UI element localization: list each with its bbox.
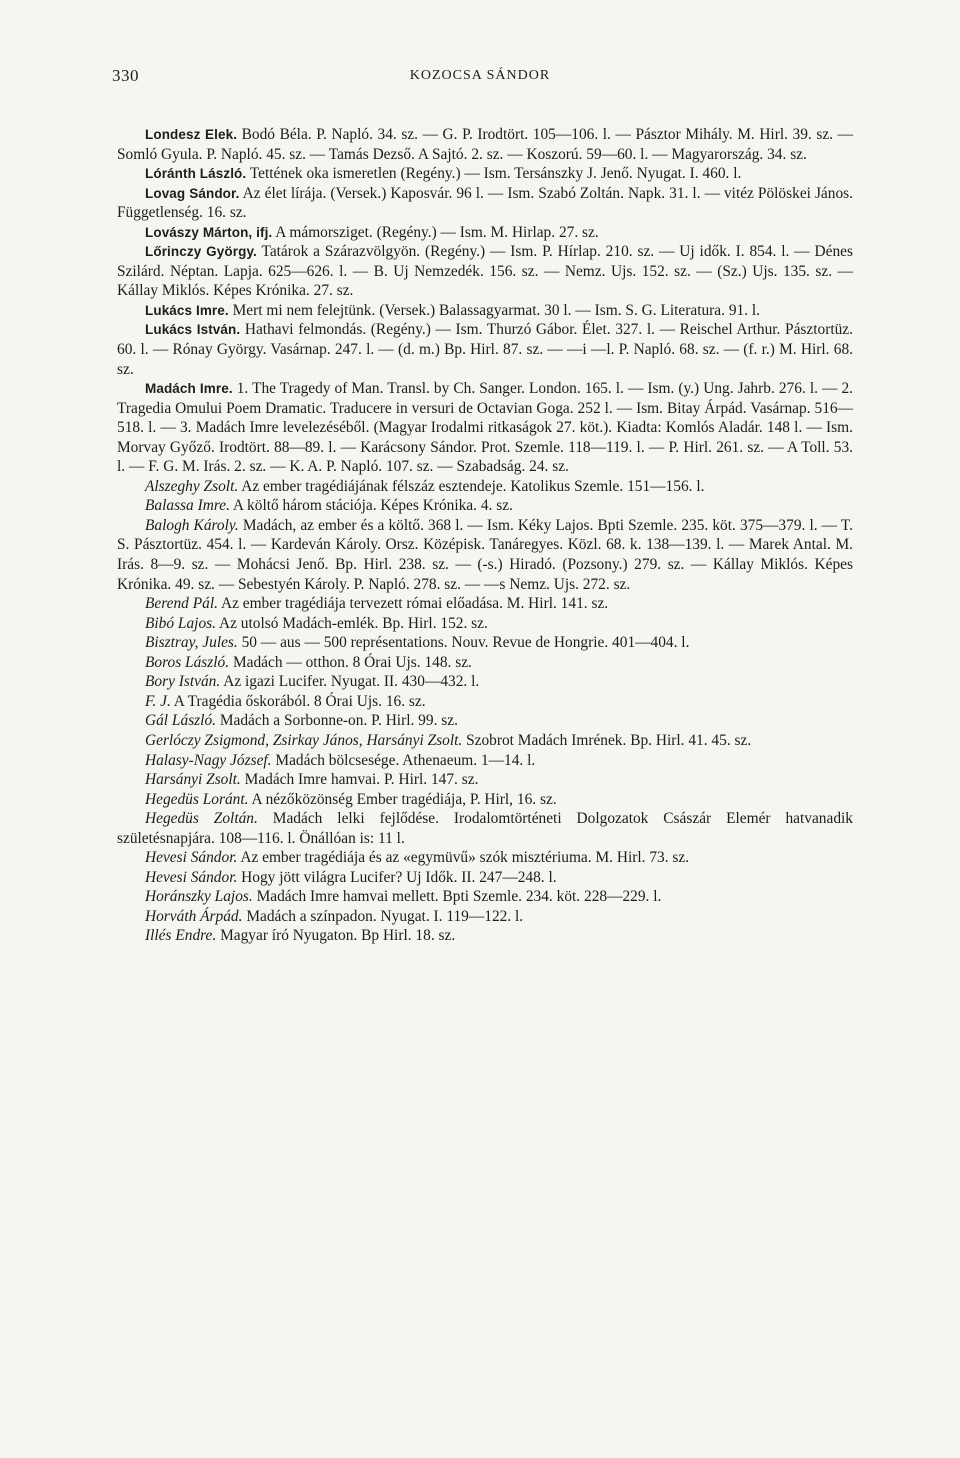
entry-author: Madách Imre. xyxy=(145,381,233,397)
bibliography-entry xyxy=(117,770,853,790)
bibliography-entry xyxy=(117,614,853,634)
entry-author: Bory István. xyxy=(145,673,221,691)
bibliography-entry xyxy=(117,477,853,497)
bibliography-entry xyxy=(117,926,853,946)
running-title: KOZOCSA SÁNDOR xyxy=(409,68,551,83)
entry-text: Szobrot Madách Imrének. Bp. Hirl. 41. 45. sz. xyxy=(462,731,752,749)
entry-text: 1. The Tragedy of Man. Transl. by Ch. Sanger. London. 165. l. — Ism. (y.) Ung. Jahrb. 276. l. — 2. Tragedia Omului Poem Dramatic. Traducere in versuri de Octavian Goga. 252 l. — Ism. Bitay Árpád. Vasárnap. 516—518. l. — 3. Madách Imre levelezéséből. (Magyar Irodalmi ritkaságok 27. köt.). Kiadta: Komlós Aladár. 148 l. — Ism. Morvay Győző. Irodtört. 88—89. l. — Karácsony Sándor. Prot. Szemle. 118—119. l. — P. Hirl. 261. sz. — A Toll. 53. l. — F. G. M. Irás. 2. sz. — K. A. P. Napló. 107. sz. — Szabadság. 24. sz. xyxy=(117,380,853,476)
entry-author: Horánszky Lajos. xyxy=(145,888,253,906)
bibliography-entry xyxy=(117,751,853,771)
entry-author: Balassa Imre. xyxy=(145,497,230,515)
entry-author: Lovag Sándor. xyxy=(145,185,240,201)
bibliography-entry xyxy=(117,887,853,907)
entry-text: Mert mi nem felejtünk. (Versek.) Balassagyarmat. 30 l. — Ism. S. G. Literatura. 91. l. xyxy=(228,301,761,319)
bibliography-entry xyxy=(117,790,853,810)
bibliography-entry xyxy=(117,672,853,692)
bibliography-entry xyxy=(117,868,853,888)
entry-text: Az ember tragédiája tervezett római előadása. M. Hirl. 141. sz. xyxy=(217,595,609,613)
entry-author: Halasy-Nagy József. xyxy=(145,751,272,769)
bibliography-entry xyxy=(117,496,853,516)
entry-text: Madách bölcsesége. Athenaeum. 1—14. l. xyxy=(271,751,536,769)
bibliography-entry xyxy=(117,711,853,731)
entry-author: Hegedüs Loránt. xyxy=(145,790,249,808)
entry-text: A nézőközönség Ember tragédiája, P. Hirl, 16. sz. xyxy=(248,790,557,808)
entry-author: F. J. xyxy=(145,692,171,710)
page-header xyxy=(0,66,960,90)
entry-author: Harsányi Zsolt. xyxy=(145,771,241,789)
entry-author: Berend Pál. xyxy=(145,595,218,613)
entry-text: Az ember tragédiája és az «egymüvű» szók misztériuma. M. Hirl. 73. sz. xyxy=(237,849,690,867)
entry-author: Lukács István. xyxy=(145,322,241,338)
bibliography-entry xyxy=(117,848,853,868)
entry-text: Hogy jött világra Lucifer? Uj Idők. II. 247—248. l. xyxy=(237,868,557,886)
entry-text: Tettének oka ismeretlen (Regény.) — Ism. Tersánszky J. Jenő. Nyugat. I. 460. l. xyxy=(246,165,742,183)
entry-text: Tatárok a Szárazvölgyön. (Regény.) — Ism. P. Hírlap. 210. sz. — Uj idők. I. 854. l. — Dénes Szilárd. Néptan. Lapja. 625—626. l. — B. Uj Nemzedék. 156. sz. — Nemz. Ujs. 152. sz. — (Sz.) Ujs. 135. sz. — Kállay Miklós. Képes Krónika. 27. sz. xyxy=(117,243,853,300)
bibliography-entry xyxy=(117,653,853,673)
entry-text: Madách Imre hamvai mellett. Bpti Szemle. 234. köt. 228—229. l. xyxy=(252,888,662,906)
entry-text: Az igazi Lucifer. Nyugat. II. 430—432. l. xyxy=(220,673,480,691)
entry-author: Lóránth László. xyxy=(145,166,247,182)
bibliography-entry xyxy=(117,223,853,243)
bibliography-entry xyxy=(117,809,853,848)
entry-author: Bisztray, Jules. xyxy=(145,634,238,652)
bibliography-list xyxy=(117,125,853,946)
entry-author: Gál László. xyxy=(145,712,216,730)
entry-text: Madách, az ember és a költő. 368 l. — Ism. Kéky Lajos. Bpti Szemle. 235. köt. 375—379. l. — T. S. Pásztortüz. 454. l. — Kardeván Károly. Orsz. Középisk. Tanáregyes. Közl. 68. k. 138—139. l. — Marek Antal. M. Irás. 8—9. sz. — Mohácsi Jenő. Bp. Hirl. 238. sz. — (-s.) Hiradó. (Pozsony.) 279. sz. — Kállay Miklós. Képes Krónika. 49. sz. — Sebestyén Károly. P. Napló. 278. sz. — —s Nemz. Ujs. 272. sz. xyxy=(117,516,853,593)
entry-text: Magyar író Nyugaton. Bp Hirl. 18. sz. xyxy=(216,927,456,945)
entry-text: Az élet lírája. (Versek.) Kaposvár. 96 l. — Ism. Szabó Zoltán. Napk. 31. l. — vitéz Pölöskei János. Függetlenség. 16. sz. xyxy=(117,184,853,222)
entry-text: A mámorsziget. (Regény.) — Ism. M. Hirlap. 27. sz. xyxy=(272,223,599,241)
entry-text: Madách — otthon. 8 Órai Ujs. 148. sz. xyxy=(229,653,472,671)
entry-author: Londesz Elek. xyxy=(145,127,238,142)
page-number: 330 xyxy=(112,66,139,85)
bibliography-entry xyxy=(117,633,853,653)
entry-author: Hevesi Sándor. xyxy=(145,868,238,886)
bibliography-entry xyxy=(117,594,853,614)
entry-author: Boros László. xyxy=(145,653,230,671)
bibliography-entry xyxy=(117,301,853,321)
entry-author: Alszeghy Zsolt. xyxy=(145,477,239,495)
entry-text: Hathavi felmondás. (Regény.) — Ism. Thurzó Gábor. Élet. 327. l. — Reischel Arthur. Pásztortüz. 60. l. — Rónay György. Vasárnap. 247. l. — (d. m.) Bp. Hirl. 87. sz. — —i —l. P. Napló. 68. sz. — (f. r.) M. Hirl. 68. sz. xyxy=(117,321,853,378)
entry-author: Balogh Károly. xyxy=(145,516,239,534)
entry-author: Lőrinczy György. xyxy=(145,244,257,260)
entry-author: Gerlóczy Zsigmond, Zsirkay János, Harsányi Zsolt. xyxy=(145,731,463,749)
entry-text: 50 — aus — 500 représentations. Nouv. Revue de Hongrie. 401—404. l. xyxy=(237,634,690,652)
entry-text: Madách a Sorbonne-on. P. Hirl. 99. sz. xyxy=(216,712,458,730)
bibliography-entry xyxy=(117,320,853,379)
bibliography-entry xyxy=(117,692,853,712)
entry-author: Illés Endre. xyxy=(145,927,217,945)
entry-author: Bibó Lajos. xyxy=(145,614,216,632)
entry-text: Az utolsó Madách-emlék. Bp. Hirl. 152. sz. xyxy=(215,614,488,632)
bibliography-entry xyxy=(117,184,853,223)
bibliography-entry xyxy=(117,379,853,477)
entry-text: Az ember tragédiájának félszáz esztendeje. Katolikus Szemle. 151—156. l. xyxy=(238,477,705,495)
bibliography-entry xyxy=(117,516,853,594)
entry-author: Horváth Árpád. xyxy=(145,907,243,925)
entry-text: A Tragédia őskorából. 8 Órai Ujs. 16. sz. xyxy=(170,692,426,710)
entry-author: Lovászy Márton, ifj. xyxy=(145,224,273,240)
entry-text: Madách lelki fejlődése. Irodalomtörténeti Dolgozatok Császár Elemér hatvanadik születésnapjára. 108—116. l. Önállóan is: 11 l. xyxy=(117,810,853,847)
bibliography-entry xyxy=(117,164,853,184)
entry-author: Lukács Imre. xyxy=(145,302,229,318)
entry-author: Hevesi Sándor. xyxy=(145,849,238,867)
entry-text: Madách Imre hamvai. P. Hirl. 147. sz. xyxy=(240,771,479,789)
bibliography-entry xyxy=(117,907,853,927)
entry-text: A költő három stációja. Képes Krónika. 4. sz. xyxy=(229,497,513,515)
entry-text: Madách a színpadon. Nyugat. I. 119—122. l. xyxy=(242,907,524,925)
entry-author: Hegedüs Zoltán. xyxy=(145,810,258,828)
bibliography-entry xyxy=(117,242,853,301)
bibliography-entry xyxy=(117,731,853,751)
bibliography-entry xyxy=(117,125,853,164)
entry-text: Bodó Béla. P. Napló. 34. sz. — G. P. Irodtört. 105—106. l. — Pásztor Mihály. M. Hirl. 39. sz. — Somló Gyula. P. Napló. 45. sz. — Tamás Dezső. A Sajtó. 2. sz. — Koszorú. 59—60. l. — Magyarország. 34. sz. xyxy=(117,126,853,163)
